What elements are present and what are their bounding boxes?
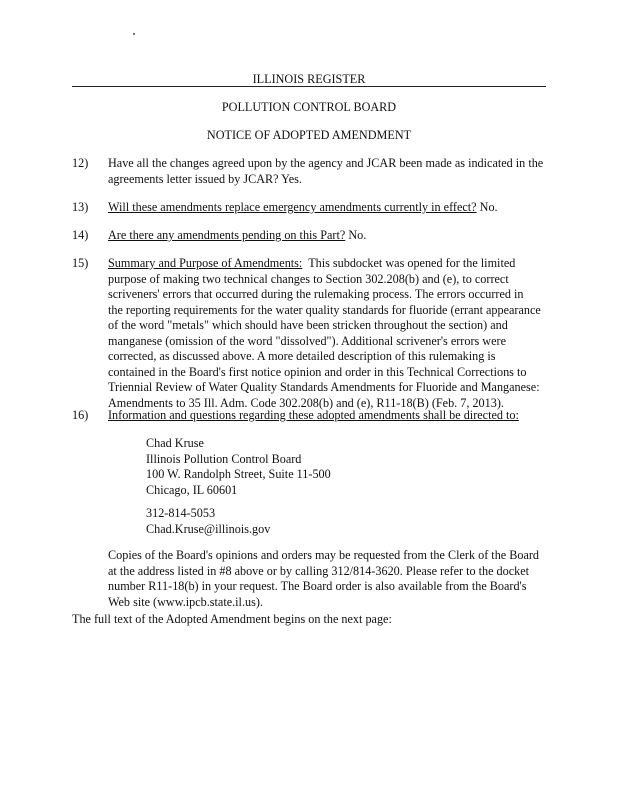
item-14-answer: No. [348,228,367,242]
item-16-text [108,408,548,424]
copies-line: Web site (www.ipcb.state.il.us). [108,594,263,609]
item-12-line: Have all the changes agreed upon by the agency and JCAR been made as indicated in the [108,156,544,170]
scan-speck [133,33,135,35]
item-12-line: agreements letter issued by JCAR? Yes. [108,171,302,186]
item-15-line: scriveners' errors that occurred during the rulemaking process. The errors occurred in [108,287,524,301]
item-15-line: of the word "metals" which should have been stricken throughout the section) and [108,318,508,332]
item-15-line: the reporting requirements for the water quality standards for fluoride (errant appearance [108,302,541,317]
copies-line: Copies of the Board's opinions and orders may be requested from the Clerk of the Board [108,548,540,562]
board-title: POLLUTION CONTROL BOARD [221,100,397,114]
header-rule [72,86,546,87]
footer-note: The full text of the Adopted Amendment begins on the next page: [72,612,392,626]
copies-line: at the address listed in #8 above or by calling 312/814-3620. Please refer to the docket [108,563,530,578]
contact-street: 100 W. Randolph Street, Suite 11-500 [146,467,331,481]
item-15-first-line-rest: This subdocket was opened for the limited [308,256,516,270]
item-12-text [108,156,548,187]
contact-info [146,506,270,537]
copies-paragraph [108,548,548,610]
contact-phone: 312-814-5053 [146,506,216,520]
item-15-line: purpose of making two technical changes to Section 302.208(b) and (e), to correct [108,271,509,286]
item-15-text [108,256,548,411]
contact-city: Chicago, IL 60601 [146,482,238,497]
copies-line: number R11-18(b) in your request. The Board order is also available from the Board's [108,579,527,593]
contact-org: Illinois Pollution Control Board [146,451,302,466]
contact-name: Chad Kruse [146,436,204,450]
item-13-number: 13) [72,200,89,214]
item-14-question: Are there any amendments pending on this Part? [108,228,346,242]
register-title: ILLINOIS REGISTER [252,72,366,86]
contact-email: Chad.Kruse@illinois.gov [146,521,271,536]
item-15-line: Triennial Review of Water Quality Standards Amendments for Fluoride and Manganese: [108,380,540,394]
item-15-line: manganese (omission of the word "dissolved"). Additional scrivener's errors were [108,333,506,348]
item-16-number: 16) [72,408,89,422]
item-13-question: Will these amendments replace emergency amendments currently in effect? [108,200,477,214]
item-15-number: 15) [72,256,89,270]
item-15-line: Amendments to 35 Ill. Adm. Code 302.208(b) and (e), R11-18(B) (Feb. 7, 2013). [108,395,504,410]
item-14-text [108,228,548,244]
item-14-number: 14) [72,228,89,242]
item-16-heading: Information and questions regarding these adopted amendments shall be directed to: [108,408,519,422]
item-12-number: 12) [72,156,89,170]
item-15-first-line [108,256,548,272]
item-15-line: corrected, as discussed above. A more detailed description of this rulemaking is [108,349,496,363]
item-15-line: contained in the Board's first notice opinion and order in this Technical Corrections to [108,364,527,379]
notice-title: NOTICE OF ADOPTED AMENDMENT [206,128,412,142]
item-15-heading: Summary and Purpose of Amendments: [108,256,303,270]
item-13-text [108,200,548,216]
item-13-answer: No. [479,200,498,214]
contact-address [146,436,331,498]
